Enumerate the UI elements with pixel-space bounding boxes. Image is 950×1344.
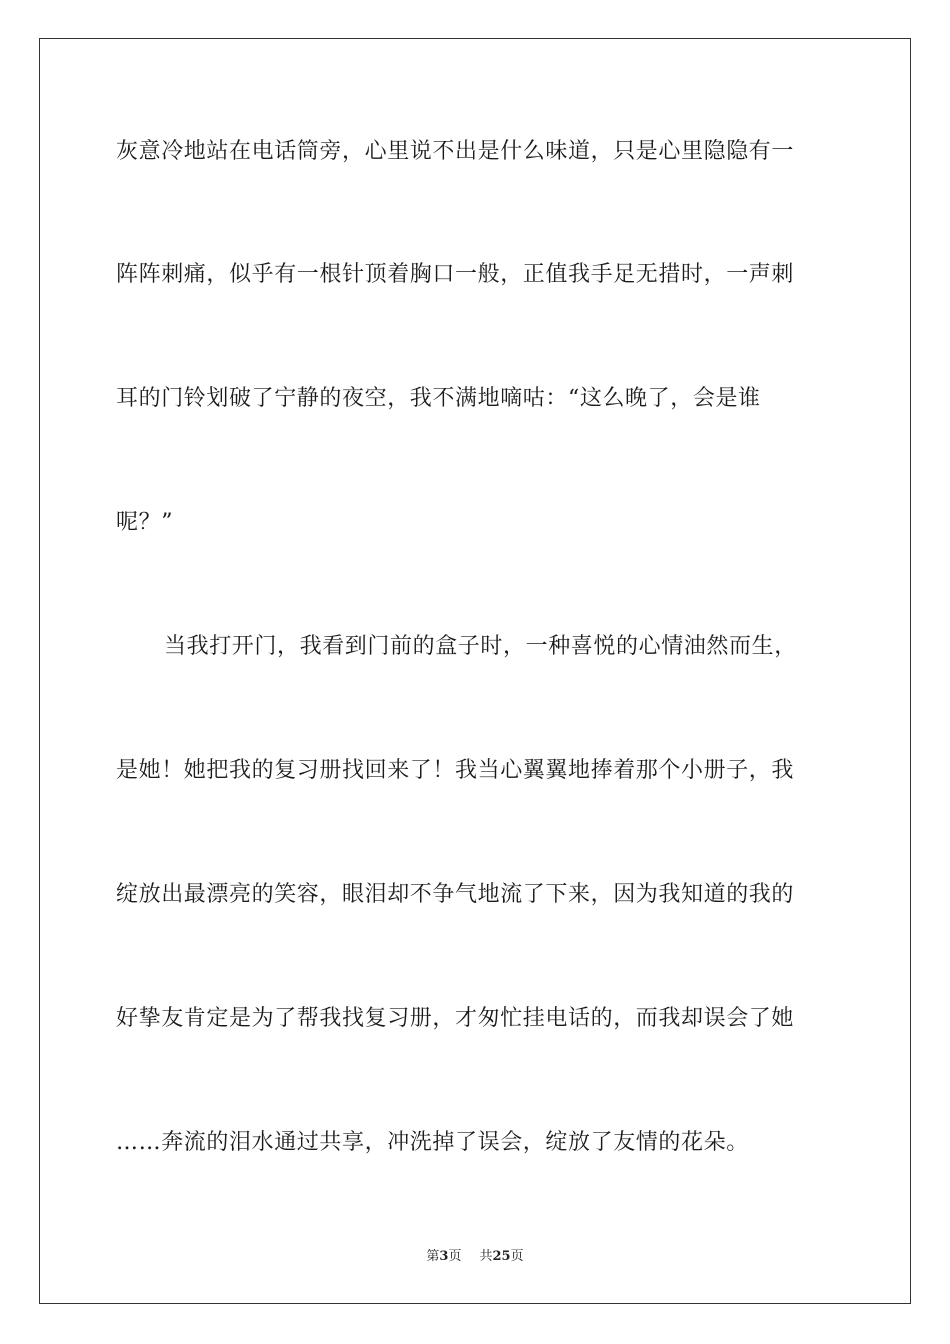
paragraph-line-7: 绽放出最漂亮的笑容，眼泪却不争气地流了下来，因为我知道的我的 [116,882,795,907]
page-number-suffix: 页 [448,1249,462,1264]
paragraph-line-6: 是她！她把我的复习册找回来了！我当心翼翼地捧着那个小册子，我 [116,758,795,783]
paragraph-line-8: 好挚友肯定是为了帮我找复习册，才匆忙挂电话的，而我却误会了她 [116,1006,795,1031]
paragraph-line-1: 灰意冷地站在电话筒旁，心里说不出是什么味道，只是心里隐隐有一 [116,139,795,164]
paragraph-line-2: 阵阵刺痛，似乎有一根针顶着胸口一般，正值我手足无措时，一声刺 [116,262,795,287]
page-border [39,38,911,1304]
paragraph-line-9: ……奔流的泪水通过共享，冲洗掉了误会，绽放了友情的花朵。 [116,1130,749,1155]
paragraph-line-3: 耳的门铃划破了宁静的夜空，我不满地嘀咕：“这么晚了，会是谁 [116,386,761,411]
paragraph-line-5: 当我打开门，我看到门前的盒子时，一种喜悦的心情油然而生， [164,634,797,659]
page-number-prefix: 第 [426,1249,440,1264]
paragraph-line-4: 呢？” [116,510,174,535]
total-pages-suffix: 页 [510,1249,524,1264]
total-page-count: 25 [492,1249,511,1264]
current-page-number: 3 [439,1249,449,1264]
page-footer [0,1248,950,1266]
total-pages-prefix: 共 [479,1249,493,1264]
